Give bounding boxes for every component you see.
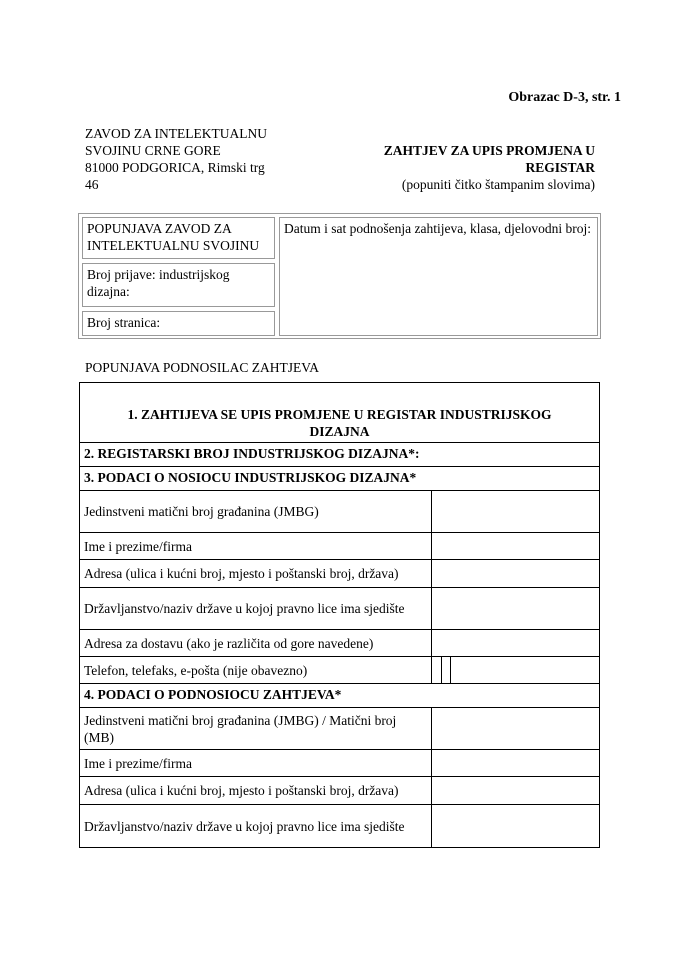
contact-divider <box>441 657 451 683</box>
holder-delivery-address-row <box>80 630 599 657</box>
request-form-table <box>79 382 600 848</box>
applicant-address-row <box>80 777 599 805</box>
holder-contact-input[interactable] <box>432 657 599 683</box>
field-label: Jedinstveni matični broj građanina (JMBG) <box>80 491 432 532</box>
request-title-line: ZAHTJEV ZA UPIS PROMJENA U <box>383 143 595 158</box>
section-1-heading: 1. ZAHTIJEVA SE UPIS PROMJENE U REGISTAR INDUSTRIJSKOG DIZAJNA <box>80 383 599 443</box>
holder-contact-row <box>80 657 599 684</box>
field-label: Državljanstvo/naziv države u kojoj pravno lice ima sjedište <box>80 805 432 847</box>
holder-delivery-address-input[interactable] <box>432 630 599 656</box>
office-line: 81000 PODGORICA, Rimski trg <box>85 160 265 175</box>
holder-jmbg-row <box>80 491 599 533</box>
date-info-field[interactable]: Datum i sat podnošenja zahtijeva, klasa, djelovodni broj: <box>279 217 598 336</box>
pages-field[interactable]: Broj stranica: <box>82 311 275 336</box>
field-label: Adresa (ulica i kućni broj, mjesto i poštanski broj, država) <box>80 560 432 587</box>
section-4-heading: 4. PODACI O PODNOSIOCU ZAHTJEVA* <box>80 684 599 708</box>
form-id: Obrazac D-3, str. 1 <box>508 90 621 105</box>
request-title <box>315 142 595 176</box>
office-use-box <box>78 213 601 339</box>
applicant-name-row <box>80 750 599 777</box>
section-3-heading: 3. PODACI O NOSIOCU INDUSTRIJSKOG DIZAJNA* <box>80 467 599 491</box>
office-line: SVOJINU CRNE GORE <box>85 143 221 158</box>
holder-jmbg-input[interactable] <box>432 491 599 532</box>
field-label: Adresa za dostavu (ako je različita od gore navedene) <box>80 630 432 656</box>
office-line: 46 <box>85 177 99 192</box>
field-label: Jedinstveni matični broj građanina (JMBG) / Matični broj (MB) <box>80 708 432 749</box>
office-address <box>85 125 295 193</box>
applicant-jmbg-input[interactable] <box>432 708 599 749</box>
request-note: (popuniti čitko štampanim slovima) <box>401 177 595 192</box>
holder-address-row <box>80 560 599 588</box>
holder-address-input[interactable] <box>432 560 599 587</box>
applicant-citizenship-input[interactable] <box>432 805 599 847</box>
holder-name-row <box>80 533 599 560</box>
request-title-line: REGISTAR <box>525 160 595 175</box>
field-label: Državljanstvo/naziv države u kojoj pravno lice ima sjedište <box>80 588 432 629</box>
applicant-name-input[interactable] <box>432 750 599 776</box>
applicant-section-label: POPUNJAVA PODNOSILAC ZAHTJEVA <box>85 360 320 375</box>
holder-name-input[interactable] <box>432 533 599 559</box>
applicant-jmbg-row <box>80 708 599 750</box>
applicant-address-input[interactable] <box>432 777 599 804</box>
application-number-field[interactable]: Broj prijave: industrijskog dizajna: <box>82 263 275 307</box>
section-2-heading[interactable]: 2. REGISTARSKI BROJ INDUSTRIJSKOG DIZAJNA*: <box>80 443 599 467</box>
field-label: Ime i prezime/firma <box>80 533 432 559</box>
filled-by-office-label: POPUNJAVA ZAVOD ZA INTELEKTUALNU SVOJINU <box>82 217 275 259</box>
field-label: Telefon, telefaks, e-pošta (nije obavezno) <box>80 657 432 683</box>
holder-citizenship-input[interactable] <box>432 588 599 629</box>
field-label: Ime i prezime/firma <box>80 750 432 776</box>
office-line: ZAVOD ZA INTELEKTUALNU <box>85 126 267 141</box>
holder-citizenship-row <box>80 588 599 630</box>
field-label: Adresa (ulica i kućni broj, mjesto i poštanski broj, država) <box>80 777 432 804</box>
applicant-citizenship-row <box>80 805 599 847</box>
